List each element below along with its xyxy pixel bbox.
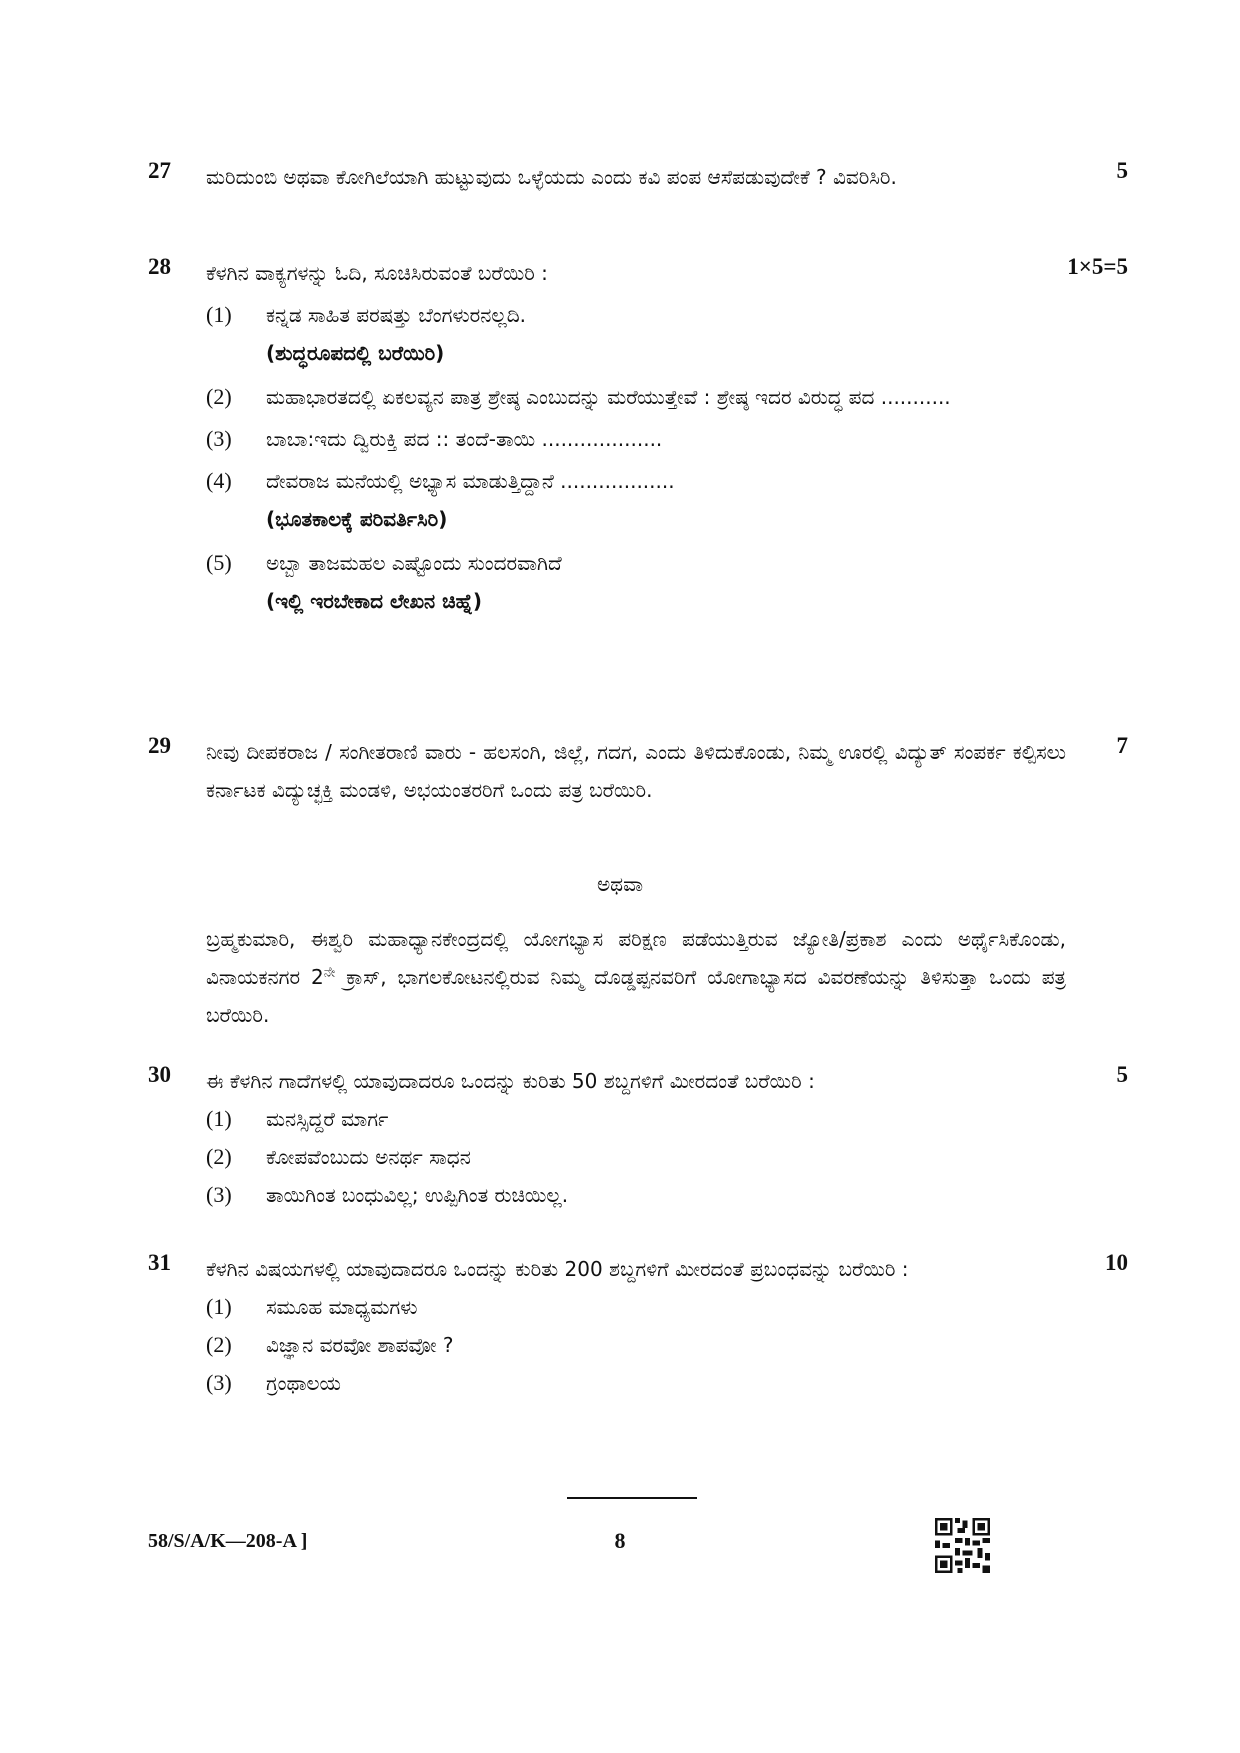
sub-item (206, 1364, 1066, 1402)
sub-item (206, 544, 1066, 620)
sub-item-number: (1) (206, 302, 232, 327)
sub-item-text: ಅಬ್ಬಾ ತಾಜಮಹಲ ಎಷ್ಟೊಂದು ಸುಂದರವಾಗಿದೆ (266, 551, 562, 575)
question-31 (148, 1250, 1128, 1402)
sub-item-note: (ಭೂತಕಾಲಕ್ಕೆ ಪರಿವರ್ತಿಸಿರಿ) (266, 507, 448, 531)
sub-item-text: ಸಮೂಹ ಮಾಧ್ಯಮಗಳು (266, 1295, 418, 1319)
question-text: ಕೆಳಗಿನ ವಾಕ್ಯಗಳನ್ನು ಓದಿ, ಸೂಚಿಸಿರುವಂತೆ ಬರೆಯಿರಿ : (206, 261, 548, 285)
question-number: 28 (148, 254, 171, 279)
sub-item-text: ಕನ್ನಡ ಸಾಹಿತ ಪರಷತ್ತು ಬೆಂಗಳುರನಲ್ಲದಿ. (266, 303, 526, 327)
sub-item-number: (3) (206, 1182, 232, 1207)
question-text: ಈ ಕೆಳಗಿನ ಗಾದೆಗಳಲ್ಲಿ ಯಾವುದಾದರೂ ಒಂದನ್ನು ಕುರಿತು 50 ಶಬ್ದಗಳಿಗೆ ಮೀರದಂತೆ ಬರೆಯಿರಿ : (206, 1069, 815, 1093)
sub-item-text: ಗ್ರಂಥಾಲಯ (266, 1371, 341, 1395)
sub-item-number: (2) (206, 1144, 232, 1169)
alternative-question-text (206, 920, 1066, 1034)
question-marks: 5 (1116, 158, 1128, 183)
or-label: ಅಥವಾ (597, 872, 643, 896)
question-text: ಮರಿದುಂಬಿ ಅಥವಾ ಕೋಗಿಲೆಯಾಗಿ ಹುಟ್ಟುವುದು ಒಳ್ಳೆಯದು ಎಂದು ಕವಿ ಪಂಪ ಆಸೆಪಡುವುದೇಕೆ ? ವಿವರಿಸಿರಿ. (206, 165, 897, 189)
alt-text-sup: ನೇ (323, 965, 336, 981)
sub-item (206, 1176, 1066, 1214)
sub-item-text: ಮಹಾಭಾರತದಲ್ಲಿ ಏಕಲವ್ಯನ ಪಾತ್ರ ಶ್ರೇಷ್ಠ ಎಂಬುದನ್ನು ಮರೆಯುತ್ತೇವೆ : ಶ್ರೇಷ್ಠ ಇದರ ವಿರುದ್ಧ ಪದ ........... (266, 385, 951, 409)
page-number: 8 (614, 1528, 626, 1553)
sub-item (206, 1138, 1066, 1176)
question-marks: 1×5=5 (1067, 254, 1128, 279)
paper-code: 58/S/A/K—208-A ] (148, 1530, 308, 1552)
sub-item-number: (4) (206, 468, 232, 493)
sub-item-text: ಕೋಪವೆಂಬುದು ಅನರ್ಥ ಸಾಧನ (266, 1145, 471, 1169)
end-divider (567, 1497, 697, 1499)
qr-code-icon (935, 1518, 990, 1573)
sub-item-text: ಬಾಬಾ:ಇದು ದ್ವಿರುಕ್ತಿ ಪದ :: ತಂದೆ-ತಾಯಿ ................... (266, 427, 663, 451)
question-27 (148, 158, 1128, 196)
sub-item (206, 1288, 1066, 1326)
sub-item-number: (3) (206, 426, 232, 451)
sub-item-note: (ಶುದ್ಧರೂಪದಲ್ಲಿ ಬರೆಯಿರಿ) (266, 341, 445, 365)
question-29 (148, 733, 1128, 809)
question-marks: 5 (1116, 1062, 1128, 1087)
sub-item-text: ದೇವರಾಜ ಮನೆಯಲ್ಲಿ ಅಭ್ಯಾಸ ಮಾಡುತ್ತಿದ್ದಾನೆ .................. (266, 469, 675, 493)
sub-item-text: ವಿಜ್ಞಾನ ವರವೋ ಶಾಪವೋ ? (266, 1333, 454, 1357)
sub-item-number: (1) (206, 1294, 232, 1319)
alt-text-part2: ಕ್ರಾಸ್, ಭಾಗಲಕೋಟನಲ್ಲಿರುವ ನಿಮ್ಮ ದೊಡ್ಡಪ್ಪನವರಿಗೆ ಯೋಗಾಭ್ಯಾಸದ ವಿವರಣೆಯನ್ನು ತಿಳಿಸುತ್ತಾ ಒಂದು ಪತ್ರ ಬರೆಯಿರಿ. (206, 965, 1067, 1027)
question-number: 29 (148, 733, 171, 758)
question-marks: 7 (1116, 733, 1128, 758)
sub-item-number: (3) (206, 1370, 232, 1395)
question-text: ನೀವು ದೀಪಕರಾಜ / ಸಂಗೀತರಾಣಿ ವಾರು - ಹಲಸಂಗಿ, ಜಿಲ್ಲೆ, ಗದಗ, ಎಂದು ತಿಳಿದುಕೊಂಡು, ನಿಮ್ಮ ಊರಲ್ಲಿ ವಿದ್ಯುತ್ ಸಂಪರ್ಕ ಕಲ್ಪಿಸಲು ಕರ್ನಾಟಕ ವಿದ್ಯುಚ್ಛಕ್ತಿ ಮಂಡಳಿ, ಅಭಯಂತರರಿಗೆ ಒಂದು ಪತ್ರ ಬರೆಯಿರಿ. (206, 740, 1066, 802)
question-text: ಕೆಳಗಿನ ವಿಷಯಗಳಲ್ಲಿ ಯಾವುದಾದರೂ ಒಂದನ್ನು ಕುರಿತು 200 ಶಬ್ದಗಳಿಗೆ ಮೀರದಂತೆ ಪ್ರಬಂಧವನ್ನು ಬರೆಯಿರಿ : (206, 1257, 909, 1281)
sub-item-number: (2) (206, 1332, 232, 1357)
sub-item-text: ತಾಯಿಗಿಂತ ಬಂಧುವಿಲ್ಲ; ಉಪ್ಪಿಗಿಂತ ರುಚಿಯಿಲ್ಲ. (266, 1183, 569, 1207)
question-number: 27 (148, 158, 171, 183)
question-28 (148, 254, 1128, 620)
sub-item-number: (2) (206, 384, 232, 409)
sub-item (206, 420, 1066, 458)
sub-item-number: (5) (206, 550, 232, 575)
sub-item-number: (1) (206, 1106, 232, 1131)
sub-item-note: (ಇಲ್ಲಿ ಇರಬೇಕಾದ ಲೇಖನ ಚಿಹ್ನೆ) (266, 589, 483, 613)
sub-item (206, 1326, 1066, 1364)
question-30 (148, 1062, 1128, 1214)
alt-text-part1: ಬ್ರಹ್ಮಕುಮಾರಿ, ಈಶ್ವರಿ ಮಹಾಧ್ಯಾನಕೇಂದ್ರದಲ್ಲಿ ಯೋಗಭ್ಯಾಸ ಪರಿಕ್ಷಣ ಪಡೆಯುತ್ತಿರುವ ಜ್ಯೋತಿ/ಪ್ರಕಾಶ ಎಂದು ಅರ್ಥೈಸಿಕೊಂಡು, ವಿನಾಯಕನಗರ 2 (206, 927, 1066, 989)
question-number: 31 (148, 1250, 171, 1275)
question-number: 30 (148, 1062, 171, 1087)
sub-item (206, 1100, 1066, 1138)
sub-item (206, 462, 1066, 538)
sub-item (206, 296, 1066, 372)
sub-item-text: ಮನಸ್ಸಿದ್ದರೆ ಮಾರ್ಗ (266, 1107, 389, 1131)
sub-item (206, 378, 1066, 416)
question-marks: 10 (1105, 1250, 1128, 1275)
